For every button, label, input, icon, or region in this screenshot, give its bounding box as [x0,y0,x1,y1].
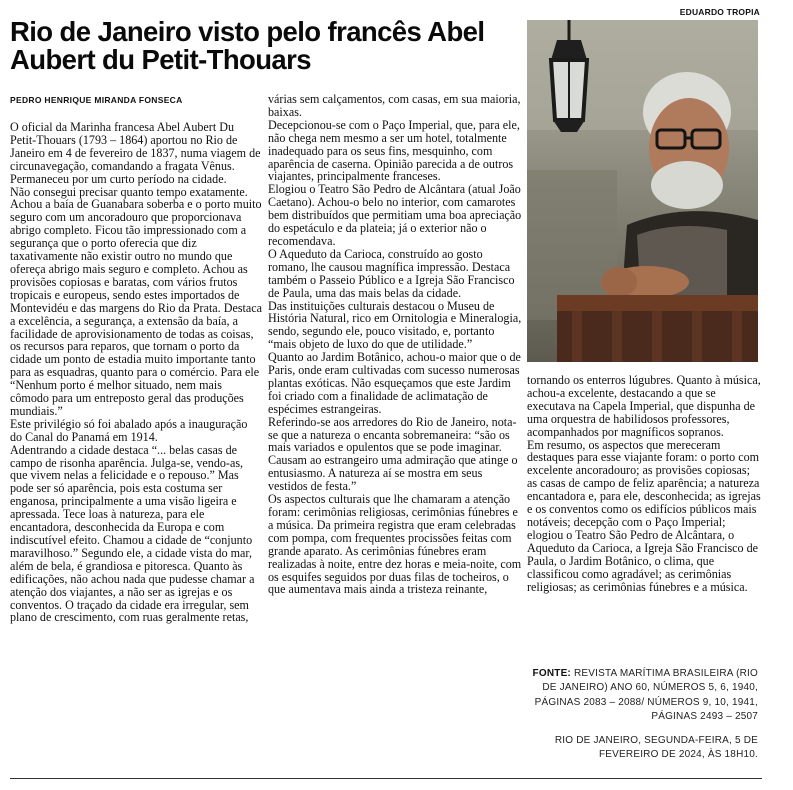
paragraph: Este privilégio só foi abalado após a inauguração do Canal do Panamá em 1914. [10,416,248,444]
paragraph: O oficial da Marinha francesa Abel Aubert Du Petit-Thouars (1793 – 1864) aportou no Rio de Janeiro em 4 de fevereiro de 1837, numa viagem de circunavegação, comandando a fragata Vênus. Permaneceu por um curto período na cidade. [10,121,261,186]
article-title: Rio de Janeiro visto pelo francês Abel Aubert du Petit-Thouars [10,16,485,75]
paragraph: Em resumo, os aspectos que mereceram destaques para esse viajante foram: o porto com excelente ancoradouro; as provisões copiosas; as casas de campo de feliz aparência; a natureza encantadora e, para ele, desconhecida; as igrejas e os conventos como os edifícios públicos mais notáveis; decepção com o Paço Imperial; elogiou o Teatro São Pedro de Alcântara, o Aqueduto da Carioca, a Igreja São Francisco de Paula, o Jardim Botânico, o clima, que classificou como agradável; as cerimônias religiosas; as cerimônias fúnebres e a música. [527,437,761,594]
paragraph: Quanto ao Jardim Botânico, achou-o maior que o de Paris, onde eram cultivadas com sucesso numerosas plantas exóticas. Não esqueçamos que este Jardim foi criado com a finalidade de aclimatação de espécimes estrangeiras. [268,350,521,416]
article-column-3 [527,374,761,664]
source-label: FONTE: [532,668,571,679]
author-byline: PEDRO HENRIQUE MIRANDA FONSECA [10,95,183,105]
bottom-divider [10,778,762,779]
author-photo-illustration [527,20,758,362]
source-citation [530,667,758,725]
source-text: REVISTA MARÍTIMA BRASILEIRA (RIO DE JANEIRO) ANO 60, NÚMEROS 5, 6, 1940, PÁGINAS 2083 – 2088/ NÚMEROS 9, 10, 1941, PÁGINAS 2493 – 2507 [534,668,758,723]
dateline: RIO DE JANEIRO, SEGUNDA-FEIRA, 5 DE FEVEREIRO DE 2024, ÀS 18H10. [554,735,758,761]
paragraph: tornando os enterros lúgubres. Quanto à música, achou-a excelente, destacando a que se executava na Capela Imperial, que dispunha de uma orquestra de habilidosos professores, acompanhados por magníficos sopranos. [527,374,761,439]
paragraph: Achou a baía de Guanabara soberba e o porto muito seguro com um ancoradouro que proporcionava abrigo completo. Ficou tão impressionado com a segurança que o porto oferecia que diz taxativamente não existir outro no mundo que ofereça abrigo mais seguro e completo. Achou as provisões copiosas e baratas, com vários frutos tropicais e europeus, sendo estes importados de Montevidéu e das margens do Rio da Prata. Destaca a excelência, a segurança, a extensão da baía, a facilidade de aprovisionamento de todas as coisas, os recursos para reparos, que tornam o porto da cidade um ponto de estadia muito importante tanto para as esquadras, quanto para o comércio. Para ele “Nenhum porto é melhor situado, nem mais cômodo para um entreposto geral das produções mundiais.” [10,197,262,418]
paragraph: Decepcionou-se com o Paço Imperial, que, para ele, não chega nem mesmo a ser um hotel, totalmente inadequado para os seus fins, mesquinho, com aparência de caserna. Opinião parecida a de outros viajantes, principalmente franceses. [268,117,520,184]
paragraph: Elogiou o Teatro São Pedro de Alcântara (atual João Caetano). Achou-o belo no interior, com camarotes bem distribuídos que permitiam uma boa apreciação do espetáculo e da plateia; já o exterior não o recomendava. [268,182,522,248]
paragraph: Adentrando a cidade destaca “... belas casas de campo de risonha aparência. Julga-se, vendo-as, que vivem nelas a felicidade e o repouso.” Mas pode ser só aparência, pois esta costuma ser enganosa, principalmente a uma visão ligeira e apressada. Tece loas à natureza, para ele encantadora, desconhecida da Europa e com indiscutível efeito. Chamou a cidade de “conjunto maravilhoso.” Segundo ele, a cidade vista do mar, além de bela, é grandiosa e pitoresca. Quanto às edificações, não achou nada que pudesse chamar a atenção dos viajantes, a não ser as igrejas e os conventos. O traçado da cidade era irregular, sem plano de crescimento, com ruas geralmente retas, [10,442,255,625]
paragraph: Os aspectos culturais que lhe chamaram a atenção foram: cerimônias religiosas, cerimônias fúnebres e a música. Da primeira registra que eram celebradas com pompa, com frequentes procissões feitas com grande aparato. As cerimônias fúnebres eram realizadas à noite, entre dez horas e meia-noite, com os esquifes seguidos por duas filas de tocheiros, o que aumentava mais ainda a tristeza reinante, [268,492,522,597]
paragraph: O Aqueduto da Carioca, construído ao gosto romano, lhe causou magnífica impressão. Destaca também o Passeio Público e a Igreja São Francisco de Paula, uma das mais belas da cidade. [268,246,515,300]
photo-credit: EDUARDO TROPIA [679,7,760,17]
author-photo [527,20,758,362]
paragraph: Das instituições culturais destacou o Museu de História Natural, rico em Ornitologia e Mineralogia, sendo, segundo ele, pouco visitado, e, portanto “mais objeto de luxo do que de utilidade.” [268,298,522,352]
paragraph: Referindo-se aos arredores do Rio de Janeiro, nota-se que a natureza o encanta sobremaneira: “são os mais variados e opulentos que se pode imaginar. Causam ao estrangeiro uma admiração que atinge o entusiasmo. A natureza aí se mostra em seus vestidos de festa.” [268,414,518,494]
article-column-1 [10,121,262,769]
paragraph: várias sem calçamentos, com casas, em sua maioria, baixas. [268,93,521,119]
article-column-2 [268,93,522,769]
paragraph: Não consegui precisar quanto tempo exatamente. [10,184,248,199]
